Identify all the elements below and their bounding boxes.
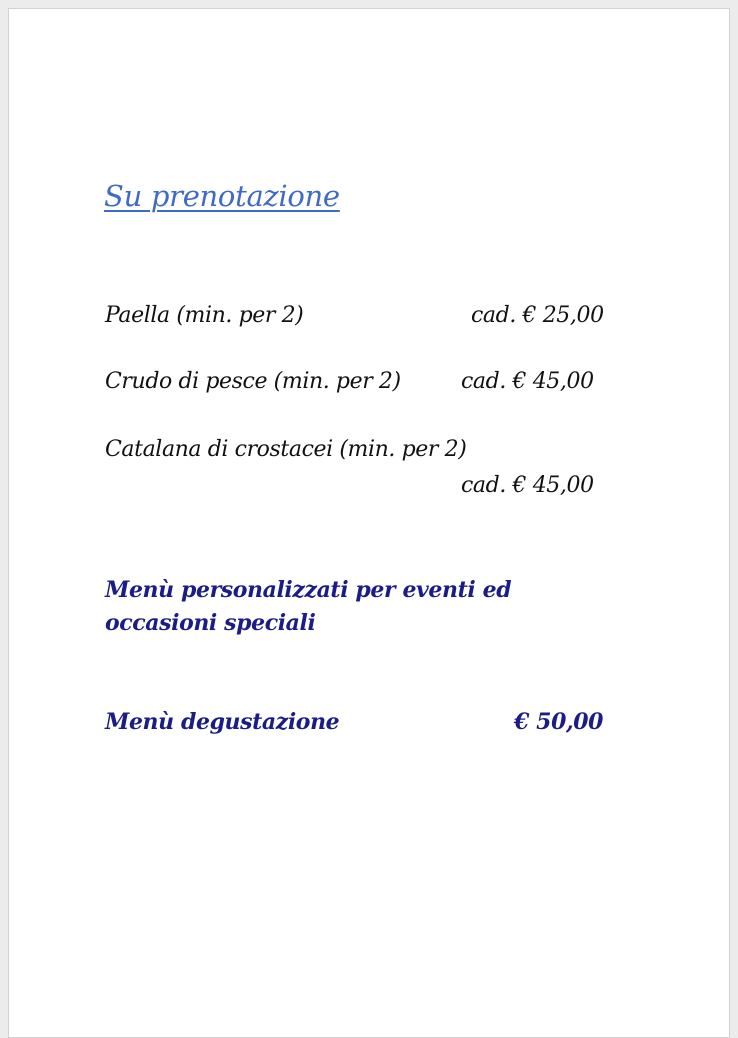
item-name-catalana: Catalana di crostacei (min. per 2): [105, 437, 467, 462]
tasting-menu-name: Menù degustazione: [105, 709, 340, 735]
item-price-paella: cad. € 25,00: [471, 303, 604, 328]
item-price-catalana: cad. € 45,00: [461, 473, 594, 498]
special-menus-note: Menù personalizzati per eventi ed occasioni speciali: [105, 577, 512, 636]
menu-page: [8, 8, 730, 1038]
item-name-crudo: Crudo di pesce (min. per 2): [105, 369, 401, 394]
item-price-crudo: cad. € 45,00: [461, 369, 594, 394]
section-title: Su prenotazione: [104, 179, 340, 213]
item-name-paella: Paella (min. per 2): [105, 303, 304, 328]
tasting-menu-price: € 50,00: [514, 709, 604, 735]
